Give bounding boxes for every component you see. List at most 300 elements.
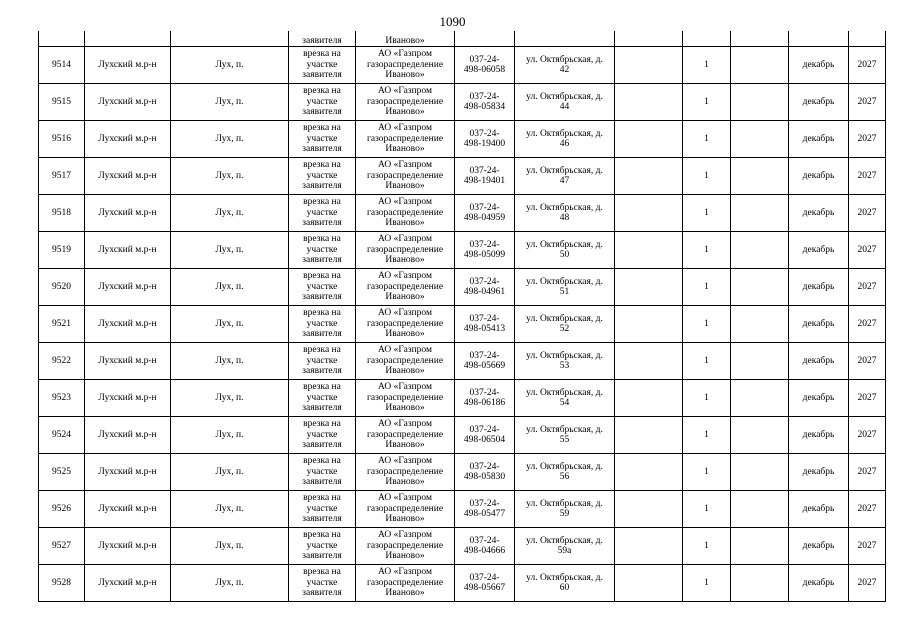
cell-code-line: 037-24- bbox=[469, 165, 500, 176]
cell-org-line: АО «Газпром bbox=[377, 493, 432, 504]
cell-org-line: АО «Газпром bbox=[377, 419, 432, 430]
cell-month: декабрь bbox=[789, 565, 849, 602]
cell-month: декабрь bbox=[789, 306, 849, 343]
cell-district: Лухский м.р-н bbox=[85, 417, 171, 454]
table-row bbox=[39, 380, 886, 417]
cell-code bbox=[455, 528, 515, 565]
cell-org-line: АО «Газпром bbox=[377, 382, 432, 393]
cell-org bbox=[356, 306, 455, 343]
cell-address-line: 44 bbox=[559, 102, 570, 112]
cell-org bbox=[356, 269, 455, 306]
cell-empty bbox=[615, 158, 683, 195]
cell-work-line: участке bbox=[306, 281, 338, 292]
cell-address-line: ул. Октябрьская, д. bbox=[526, 350, 603, 361]
cell-code-line: 037-24- bbox=[469, 202, 500, 213]
cell-org-line: Иваново» bbox=[385, 551, 425, 562]
cell-address bbox=[515, 491, 615, 528]
cell-work-line: участке bbox=[306, 503, 338, 514]
cell-empty bbox=[731, 528, 789, 565]
cell-code bbox=[455, 565, 515, 602]
cell-empty bbox=[731, 343, 789, 380]
cell-address-line: 51 bbox=[559, 287, 570, 297]
cell-org bbox=[356, 121, 455, 158]
cell-address bbox=[515, 195, 615, 232]
cell-org-line: Иваново» bbox=[385, 403, 425, 414]
cell-district: Лухский м.р-н bbox=[85, 380, 171, 417]
cell-address-line: 48 bbox=[559, 213, 570, 223]
cell-org-line: газораспределение bbox=[366, 392, 444, 403]
cell-month bbox=[789, 31, 849, 47]
cell-district: Лухский м.р-н bbox=[85, 269, 171, 306]
cell-org bbox=[356, 380, 455, 417]
cell-empty bbox=[731, 195, 789, 232]
cell-code bbox=[455, 380, 515, 417]
cell-code bbox=[455, 343, 515, 380]
cell-locality: Лух, п. bbox=[171, 454, 289, 491]
cell-work-line: заявителя bbox=[302, 551, 342, 562]
cell-org bbox=[356, 195, 455, 232]
cell-org-line: газораспределение bbox=[366, 503, 444, 514]
cell-month: декабрь bbox=[789, 84, 849, 121]
cell-address bbox=[515, 31, 615, 47]
cell-district: Лухский м.р-н bbox=[85, 121, 171, 158]
table-row bbox=[39, 417, 886, 454]
cell-year: 2027 bbox=[849, 565, 886, 602]
cell-code-line: 498-06058 bbox=[463, 65, 506, 75]
cell-org-line: АО «Газпром bbox=[377, 160, 432, 171]
cell-code bbox=[455, 232, 515, 269]
cell-empty bbox=[615, 232, 683, 269]
cell-org-line: Иваново» bbox=[385, 292, 425, 303]
cell-year: 2027 bbox=[849, 417, 886, 454]
cell-address-line: ул. Октябрьская, д. bbox=[526, 535, 603, 546]
cell-work-line: врезка на bbox=[303, 160, 341, 171]
cell-address-line: 55 bbox=[559, 435, 570, 445]
cell-org bbox=[356, 232, 455, 269]
cell-work-line: врезка на bbox=[303, 530, 341, 541]
cell-month: декабрь bbox=[789, 269, 849, 306]
cell-num: 9523 bbox=[39, 380, 85, 417]
cell-address bbox=[515, 158, 615, 195]
cell-qty: 1 bbox=[683, 158, 731, 195]
cell-empty bbox=[615, 31, 683, 47]
cell-locality bbox=[171, 31, 289, 47]
cell-num: 9524 bbox=[39, 417, 85, 454]
cell-address-line: ул. Октябрьская, д. bbox=[526, 54, 603, 65]
cell-work-line: заявителя bbox=[302, 477, 342, 488]
cell-qty: 1 bbox=[683, 47, 731, 84]
cell-year: 2027 bbox=[849, 195, 886, 232]
cell-work-line: врезка на bbox=[303, 456, 341, 467]
cell-org-line: Иваново» bbox=[385, 107, 425, 118]
cell-org-line: газораспределение bbox=[366, 170, 444, 181]
cell-code-line: 498-05834 bbox=[463, 102, 506, 112]
cell-num: 9515 bbox=[39, 84, 85, 121]
cell-locality: Лух, п. bbox=[171, 491, 289, 528]
cell-org-line: АО «Газпром bbox=[377, 456, 432, 467]
cell-district: Лухский м.р-н bbox=[85, 232, 171, 269]
cell-empty bbox=[731, 31, 789, 47]
cell-work-line: заявителя bbox=[302, 70, 342, 81]
cell-empty bbox=[731, 491, 789, 528]
cell-work-line: заявителя bbox=[302, 588, 342, 599]
cell-org-line: газораспределение bbox=[366, 59, 444, 70]
cell-district: Лухский м.р-н bbox=[85, 528, 171, 565]
cell-code bbox=[455, 84, 515, 121]
cell-year: 2027 bbox=[849, 528, 886, 565]
cell-empty bbox=[731, 380, 789, 417]
table-row bbox=[39, 343, 886, 380]
cell-work bbox=[289, 158, 356, 195]
cell-work-line: врезка на bbox=[303, 345, 341, 356]
cell-locality: Лух, п. bbox=[171, 380, 289, 417]
cell-address-line: ул. Октябрьская, д. bbox=[526, 202, 603, 213]
cell-code-line: 037-24- bbox=[469, 91, 500, 102]
cell-empty bbox=[731, 306, 789, 343]
cell-empty bbox=[615, 491, 683, 528]
cell-org-line: Иваново» bbox=[385, 144, 425, 155]
cell-district: Лухский м.р-н bbox=[85, 47, 171, 84]
table-row bbox=[39, 306, 886, 343]
cell-work bbox=[289, 47, 356, 84]
cell-code-line: 498-19400 bbox=[463, 139, 506, 149]
table-row bbox=[39, 269, 886, 306]
cell-org-line: Иваново» bbox=[385, 588, 425, 599]
table-row bbox=[39, 232, 886, 269]
cell-month: декабрь bbox=[789, 343, 849, 380]
table-row bbox=[39, 84, 886, 121]
cell-qty bbox=[683, 31, 731, 47]
cell-address-line: 59 bbox=[559, 509, 570, 519]
cell-year: 2027 bbox=[849, 343, 886, 380]
cell-work-line: заявителя bbox=[302, 514, 342, 525]
cell-qty: 1 bbox=[683, 343, 731, 380]
cell-org-line: Иваново» bbox=[385, 329, 425, 340]
cell-org-line: газораспределение bbox=[366, 466, 444, 477]
cell-org bbox=[356, 528, 455, 565]
cell-work-line: заявителя bbox=[302, 107, 342, 118]
cell-empty bbox=[615, 454, 683, 491]
continuation-row bbox=[39, 31, 886, 47]
cell-num: 9518 bbox=[39, 195, 85, 232]
cell-org bbox=[356, 47, 455, 84]
cell-month: декабрь bbox=[789, 491, 849, 528]
cell-code-line: 037-24- bbox=[469, 387, 500, 398]
cell-code-line: 037-24- bbox=[469, 239, 500, 250]
cell-empty bbox=[615, 121, 683, 158]
cell-empty bbox=[731, 417, 789, 454]
cell-work-line: участке bbox=[306, 318, 338, 329]
cell-address-line: 46 bbox=[559, 139, 570, 149]
cell-address bbox=[515, 121, 615, 158]
cell-empty bbox=[615, 269, 683, 306]
cell-month: декабрь bbox=[789, 121, 849, 158]
cell-empty bbox=[615, 565, 683, 602]
cell-address-line: 42 bbox=[559, 65, 570, 75]
cell-locality: Лух, п. bbox=[171, 565, 289, 602]
cell-org-line: газораспределение bbox=[366, 133, 444, 144]
cell-year bbox=[849, 31, 886, 47]
cell-code-line: 498-19401 bbox=[463, 176, 506, 186]
cell-code bbox=[455, 454, 515, 491]
cell-year: 2027 bbox=[849, 380, 886, 417]
cell-work-line: врезка на bbox=[303, 493, 341, 504]
cell-org-line: газораспределение bbox=[366, 577, 444, 588]
table-row bbox=[39, 528, 886, 565]
cell-code-line: 037-24- bbox=[469, 535, 500, 546]
cell-org bbox=[356, 491, 455, 528]
cell-org-line: АО «Газпром bbox=[377, 345, 432, 356]
cell-qty: 1 bbox=[683, 380, 731, 417]
cell-work-line: заявителя bbox=[302, 144, 342, 155]
cell-code-line: 498-04961 bbox=[463, 287, 506, 297]
cell-code-line: 498-05099 bbox=[463, 250, 506, 260]
cell-work bbox=[289, 380, 356, 417]
cell-work-line: участке bbox=[306, 96, 338, 107]
cell-empty bbox=[615, 195, 683, 232]
cell-district: Лухский м.р-н bbox=[85, 195, 171, 232]
cell-address-line: ул. Октябрьская, д. bbox=[526, 128, 603, 139]
cell-work-line: врезка на bbox=[303, 382, 341, 393]
cell-code-line: 037-24- bbox=[469, 54, 500, 65]
cell-empty bbox=[731, 84, 789, 121]
cell-locality: Лух, п. bbox=[171, 343, 289, 380]
cell-work-line: заявителя bbox=[302, 255, 342, 266]
cell-empty bbox=[615, 47, 683, 84]
cell-address bbox=[515, 84, 615, 121]
cell-locality: Лух, п. bbox=[171, 232, 289, 269]
cell-address bbox=[515, 528, 615, 565]
cell-code-line: 498-04959 bbox=[463, 213, 506, 223]
cell-org-line: газораспределение bbox=[366, 318, 444, 329]
cell-work-line: участке bbox=[306, 170, 338, 181]
cell-address bbox=[515, 306, 615, 343]
cell-code-line: 037-24- bbox=[469, 424, 500, 435]
cell-code-line: 037-24- bbox=[469, 498, 500, 509]
cell-district bbox=[85, 31, 171, 47]
cell-qty: 1 bbox=[683, 84, 731, 121]
cell-locality: Лух, п. bbox=[171, 269, 289, 306]
cell-code bbox=[455, 47, 515, 84]
cell-org-line: Иваново» bbox=[385, 477, 425, 488]
cell-work: заявителя bbox=[289, 31, 356, 47]
cell-org-line: АО «Газпром bbox=[377, 123, 432, 134]
cell-work bbox=[289, 269, 356, 306]
cell-qty: 1 bbox=[683, 232, 731, 269]
cell-org-line: Иваново» bbox=[385, 218, 425, 229]
cell-org-line: газораспределение bbox=[366, 244, 444, 255]
cell-num: 9520 bbox=[39, 269, 85, 306]
cell-empty bbox=[615, 417, 683, 454]
cell-code bbox=[455, 195, 515, 232]
cell-address bbox=[515, 232, 615, 269]
cell-address-line: ул. Октябрьская, д. bbox=[526, 91, 603, 102]
cell-address-line: ул. Октябрьская, д. bbox=[526, 424, 603, 435]
cell-code-line: 498-05667 bbox=[463, 583, 506, 593]
cell-org bbox=[356, 417, 455, 454]
cell-org-line: газораспределение bbox=[366, 540, 444, 551]
cell-empty bbox=[615, 84, 683, 121]
cell-work bbox=[289, 84, 356, 121]
cell-work-line: участке bbox=[306, 207, 338, 218]
cell-org-line: АО «Газпром bbox=[377, 49, 432, 60]
cell-work bbox=[289, 195, 356, 232]
cell-org-line: Иваново» bbox=[385, 514, 425, 525]
cell-org-line: газораспределение bbox=[366, 281, 444, 292]
cell-locality: Лух, п. bbox=[171, 84, 289, 121]
cell-work-line: участке bbox=[306, 540, 338, 551]
cell-org-line: газораспределение bbox=[366, 96, 444, 107]
cell-org-line: Иваново» bbox=[385, 366, 425, 377]
cell-work bbox=[289, 454, 356, 491]
cell-year: 2027 bbox=[849, 47, 886, 84]
cell-month: декабрь bbox=[789, 195, 849, 232]
cell-work bbox=[289, 491, 356, 528]
cell-qty: 1 bbox=[683, 491, 731, 528]
cell-district: Лухский м.р-н bbox=[85, 491, 171, 528]
cell-code bbox=[455, 491, 515, 528]
cell-num: 9522 bbox=[39, 343, 85, 380]
cell-org-line: Иваново» bbox=[385, 255, 425, 266]
cell-locality: Лух, п. bbox=[171, 121, 289, 158]
cell-work-line: заявителя bbox=[302, 292, 342, 303]
cell-work-line: заявителя bbox=[302, 329, 342, 340]
cell-work-line: участке bbox=[306, 244, 338, 255]
cell-empty bbox=[731, 121, 789, 158]
cell-code-line: 037-24- bbox=[469, 313, 500, 324]
cell-org-line: АО «Газпром bbox=[377, 308, 432, 319]
cell-empty bbox=[731, 158, 789, 195]
table-row bbox=[39, 158, 886, 195]
cell-year: 2027 bbox=[849, 158, 886, 195]
cell-address-line: ул. Октябрьская, д. bbox=[526, 387, 603, 398]
cell-district: Лухский м.р-н bbox=[85, 158, 171, 195]
cell-work bbox=[289, 121, 356, 158]
cell-org-line: Иваново» bbox=[385, 181, 425, 192]
cell-empty bbox=[731, 47, 789, 84]
cell-address-line: 47 bbox=[559, 176, 570, 186]
cell-month: декабрь bbox=[789, 47, 849, 84]
cell-empty bbox=[615, 528, 683, 565]
cell-work bbox=[289, 528, 356, 565]
cell-address bbox=[515, 47, 615, 84]
cell-district: Лухский м.р-н bbox=[85, 84, 171, 121]
cell-qty: 1 bbox=[683, 417, 731, 454]
cell-year: 2027 bbox=[849, 121, 886, 158]
cell-code-line: 498-06186 bbox=[463, 398, 506, 408]
cell-work-line: участке bbox=[306, 429, 338, 440]
cell-address-line: ул. Октябрьская, д. bbox=[526, 276, 603, 287]
cell-address-line: ул. Октябрьская, д. bbox=[526, 498, 603, 509]
cell-year: 2027 bbox=[849, 491, 886, 528]
cell-code-line: 037-24- bbox=[469, 572, 500, 583]
cell-code-line: 498-05830 bbox=[463, 472, 506, 482]
cell-month: декабрь bbox=[789, 232, 849, 269]
cell-work-line: врезка на bbox=[303, 123, 341, 134]
cell-work-line: врезка на bbox=[303, 419, 341, 430]
cell-org-line: АО «Газпром bbox=[377, 530, 432, 541]
cell-year: 2027 bbox=[849, 269, 886, 306]
cell-work-line: врезка на bbox=[303, 271, 341, 282]
cell-work-line: врезка на bbox=[303, 197, 341, 208]
cell-work-line: врезка на bbox=[303, 234, 341, 245]
cell-work-line: врезка на bbox=[303, 308, 341, 319]
cell-work bbox=[289, 343, 356, 380]
cell-num: 9526 bbox=[39, 491, 85, 528]
cell-org-line: газораспределение bbox=[366, 355, 444, 366]
cell-work-line: участке bbox=[306, 133, 338, 144]
cell-district: Лухский м.р-н bbox=[85, 306, 171, 343]
cell-empty bbox=[731, 454, 789, 491]
cell-address-line: 54 bbox=[559, 398, 570, 408]
page-number: 1090 bbox=[439, 14, 466, 29]
cell-num: 9525 bbox=[39, 454, 85, 491]
cell-work-line: участке bbox=[306, 466, 338, 477]
cell-org-line: АО «Газпром bbox=[377, 271, 432, 282]
cell-locality: Лух, п. bbox=[171, 306, 289, 343]
cell-org-line: АО «Газпром bbox=[377, 197, 432, 208]
cell-work-line: врезка на bbox=[303, 86, 341, 97]
cell-work-line: заявителя bbox=[302, 366, 342, 377]
cell-address bbox=[515, 269, 615, 306]
cell-address bbox=[515, 343, 615, 380]
cell-org-line: АО «Газпром bbox=[377, 86, 432, 97]
cell-qty: 1 bbox=[683, 269, 731, 306]
cell-work-line: участке bbox=[306, 577, 338, 588]
table-row bbox=[39, 47, 886, 84]
cell-address-line: 56 bbox=[559, 472, 570, 482]
cell-org bbox=[356, 454, 455, 491]
cell-qty: 1 bbox=[683, 454, 731, 491]
table-row bbox=[39, 121, 886, 158]
cell-month: декабрь bbox=[789, 380, 849, 417]
register-table bbox=[38, 31, 886, 602]
cell-work-line: врезка на bbox=[303, 49, 341, 60]
cell-org bbox=[356, 565, 455, 602]
table-row bbox=[39, 565, 886, 602]
cell-org: Иваново» bbox=[356, 31, 455, 47]
cell-month: декабрь bbox=[789, 528, 849, 565]
cell-work bbox=[289, 232, 356, 269]
cell-address-line: 53 bbox=[559, 361, 570, 371]
cell-month: декабрь bbox=[789, 417, 849, 454]
cell-num: 9519 bbox=[39, 232, 85, 269]
cell-address-line: ул. Октябрьская, д. bbox=[526, 239, 603, 250]
cell-org-line: Иваново» bbox=[385, 70, 425, 81]
cell-address-line: ул. Октябрьская, д. bbox=[526, 572, 603, 583]
cell-address-line: 59а bbox=[557, 546, 572, 556]
cell-code bbox=[455, 158, 515, 195]
cell-year: 2027 bbox=[849, 306, 886, 343]
cell-org bbox=[356, 84, 455, 121]
cell-year: 2027 bbox=[849, 454, 886, 491]
table-body bbox=[39, 31, 886, 602]
cell-address-line: 60 bbox=[559, 583, 570, 593]
cell-district: Лухский м.р-н bbox=[85, 454, 171, 491]
cell-code bbox=[455, 121, 515, 158]
cell-district: Лухский м.р-н bbox=[85, 343, 171, 380]
cell-address-line: ул. Октябрьская, д. bbox=[526, 313, 603, 324]
cell-locality: Лух, п. bbox=[171, 528, 289, 565]
cell-org bbox=[356, 158, 455, 195]
cell-month: декабрь bbox=[789, 158, 849, 195]
cell-qty: 1 bbox=[683, 306, 731, 343]
table-row bbox=[39, 454, 886, 491]
cell-code-line: 498-05477 bbox=[463, 509, 506, 519]
cell-work-line: врезка на bbox=[303, 567, 341, 578]
cell-address-line: ул. Октябрьская, д. bbox=[526, 461, 603, 472]
table-row bbox=[39, 491, 886, 528]
